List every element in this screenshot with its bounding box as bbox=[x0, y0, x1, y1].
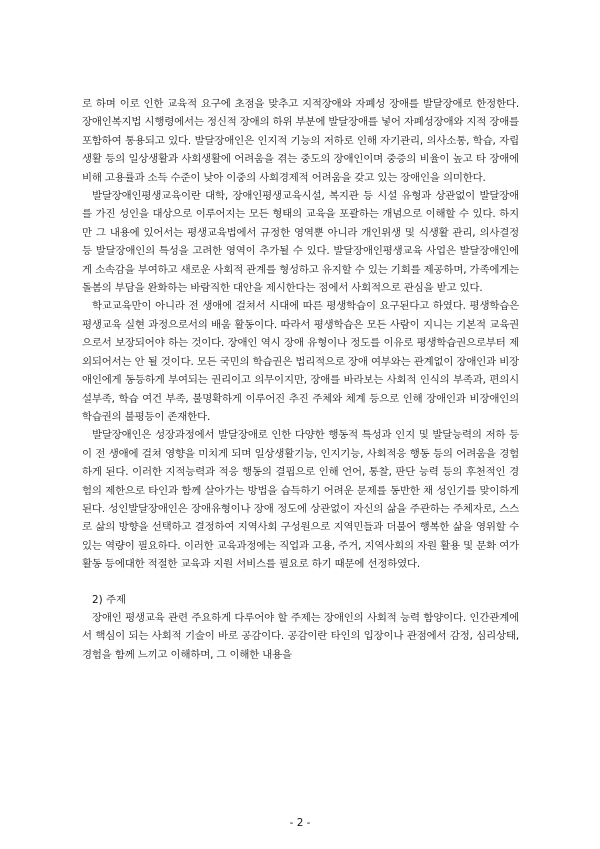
section-heading: 2) 주제 bbox=[92, 593, 127, 606]
page-number: - 2 - bbox=[289, 817, 311, 829]
paragraph-learning-rights: 학교교육만이 아니라 전 생애에 걸쳐서 시대에 따른 평생학습이 요구된다고 하였다. 평생학습은 평생교육 실현 과정으로서의 배움 활동이다. 따라서 평생학습은 모든 사람이 지니는 기본적 교육권으로서 보장되어야 하는 것이다. 장애인 역시 장애 유형이나 정도를 이유로 평생학습권으로부터 제외되어서는 안 될 것이다. 모든 국민의 학습권은 법리적으로 장애 여부와는 관계없이 장애인과 비장애인에게 동등하게 부여되는 권리이고 의무이지만, 장애를 바라보는 사회적 인식의 부족과, 편의시설부족, 학습 여건 부족, 불명확하게 이루어진 추진 주체와 체계 등으로 인해 장애인과 비장애인의 학습권의 불평등이 존재한다. bbox=[82, 300, 519, 423]
paragraph-topic: 장애인 평생교육 관련 주요하게 다루어야 할 주제는 장애인의 사회적 능력 함양이다. 인간관계에서 핵심이 되는 사회적 기술이 바로 공감이다. 공감이란 타인의 입장이나 관점에서 감정, 심리상태, 경험을 함께 느끼고 이해하며, 그 이해한 내용을 bbox=[82, 611, 519, 661]
paragraph-adult-developmental-disability: 발달장애인은 성장과정에서 발달장애로 인한 다양한 행동적 특성과 인지 및 발달능력의 저하 등이 전 생애에 걸쳐 영향을 미치게 되며 일상생활기능, 인지기능, 사회적응 행동 등의 어려움을 경험하게 된다. 이러한 지적능력과 적응 행동의 결핍으로 인해 언어, 통찰, 판단 능력 등의 후천적인 경험의 제한으로 타인과 함께 살아가는 방법을 습득하기 어려운 문제를 동반한 채 성인기를 맞이하게 된다. 성인발달장애인은 장애유형이나 장애 정도에 상관없이 자신의 삶을 주관하는 주체자로, 스스로 삶의 방향을 선택하고 결정하여 지역사회 구성원으로 지역민들과 더불어 행복한 삶을 영위할 수 있는 역량이 필요하다. 이러한 교육과정에는 직업과 고용, 주거, 지역사회의 자원 활용 및 문화 여가활동 등에대한 적절한 교육과 지원 서비스를 필요로 하기 때문에 선정하였다. bbox=[82, 429, 519, 571]
section-gap bbox=[82, 574, 519, 591]
document-body bbox=[82, 95, 519, 664]
paragraph-developmental-disability-definition: 로 하며 이로 인한 교육적 요구에 초점을 맞추고 지적장애와 자폐성 장애를 발달장애로 한정한다. 장애인복지법 시행령에서는 정신적 장애의 하위 부분에 발달장애를 넣어 자폐성장애와 지적 장애를 포함하여 통용되고 있다. 발달장애인은 인지적 기능의 저하로 인해 자기관리, 의사소통, 학습, 자립생활 등의 일상생활과 사회생활에 어려움을 겪는 중도의 장애인이며 중증의 비율이 높고 타 장애에 비해 고용률과 소득 수준이 낮아 이중의 사회경제적 어려움을 갖고 있는 장애인을 의미한다. bbox=[82, 98, 519, 184]
paragraph-lifelong-education-concept: 발달장애인평생교육이란 대학, 장애인평생교육시설, 복지관 등 시설 유형과 상관없이 발달장애를 가진 성인을 대상으로 이루어지는 모든 형태의 교육을 포괄하는 개념으로 이해할 수 있다. 하지만 그 내용에 있어서는 평생교육법에서 규정한 영역뿐 아니라 개인위생 및 식생활 관리, 의사결정 등 발달장애인의 특성을 고려한 영역이 추가될 수 있다. 발달장애인평생교육 사업은 발달장애인에게 소속감을 부여하고 새로운 사회적 관계를 형성하고 유지할 수 있는 기회를 제공하며, 가족에게는 돌봄의 부담을 완화하는 바람직한 대안을 제시한다는 점에서 사회적으로 관심을 받고 있다. bbox=[82, 190, 519, 295]
